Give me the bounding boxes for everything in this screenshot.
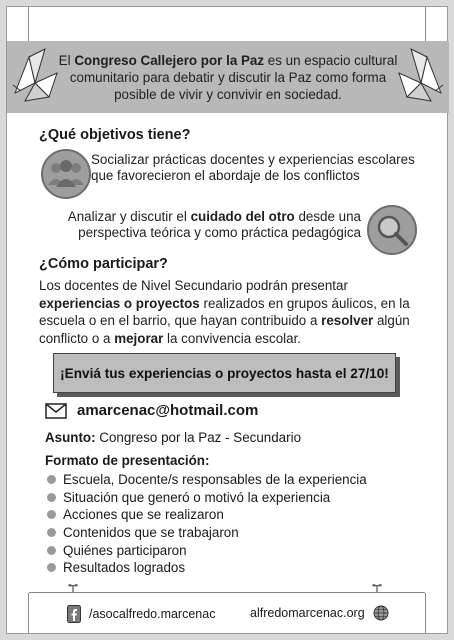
- objetivos-heading: ¿Qué objetivos tiene?: [39, 127, 191, 143]
- formato-list: [47, 471, 367, 577]
- deadline-callout: [57, 357, 400, 397]
- bullet-icon: [47, 528, 56, 537]
- bullet-icon: [47, 546, 56, 555]
- list-item: Contenidos que se trabajaron: [47, 524, 367, 542]
- email-row[interactable]: [45, 402, 258, 419]
- formato-heading: Formato de presentación:: [45, 453, 210, 468]
- list-item: Escuela, Docente/s responsables de la experiencia: [47, 471, 367, 489]
- magnifier-icon: [367, 205, 417, 255]
- fold-line-bottom-left: [28, 593, 29, 633]
- globe-icon: [373, 605, 389, 621]
- bullet-icon: [47, 510, 56, 519]
- facebook-text: /asocalfredo.marcenac: [89, 607, 216, 621]
- bullet-icon: [47, 475, 56, 484]
- fold-line-top-left: [28, 7, 29, 41]
- facebook-icon: [67, 605, 81, 623]
- website-text: alfredomarcenac.org: [250, 606, 365, 620]
- objetivo-2: Analizar y discutir el cuidado del otro desde una perspectiva teórica y como práctica pedagógica: [67, 209, 361, 240]
- email-link[interactable]: amarcenac@hotmail.com: [77, 402, 259, 419]
- footer-divider: [29, 592, 425, 593]
- deadline-text: ¡Enviá tus experiencias o proyectos hasta el 27/10!: [53, 353, 396, 393]
- participar-heading: ¿Cómo participar?: [39, 256, 168, 272]
- facebook-link[interactable]: [67, 605, 215, 623]
- asunto-line: Asunto: Congreso por la Paz - Secundario: [45, 430, 302, 445]
- paper-crane-icon: [11, 43, 59, 105]
- fold-line-bottom-right: [425, 593, 426, 633]
- list-item: Resultados logrados: [47, 559, 367, 577]
- list-item: Situación que generó o motivó la experiencia: [47, 489, 367, 507]
- website-link[interactable]: [250, 605, 389, 621]
- bullet-icon: [47, 493, 56, 502]
- envelope-icon: [45, 403, 67, 419]
- paper-crane-icon: [397, 43, 445, 105]
- bullet-icon: [47, 563, 56, 572]
- objetivo-1: Socializar prácticas docentes y experiencias escolares que favorecieron el abordaje de los conflictos: [91, 152, 415, 183]
- people-icon: [41, 149, 91, 199]
- participar-text: Los docentes de Nivel Secundario podrán presentar experiencias o proyectos realizados en grupos áulicos, en la escuela o en el barrio, que hayan contribuido a resolver algún conflicto o a mejorar la convivencia escolar.: [39, 278, 410, 346]
- intro-banner: [7, 41, 449, 113]
- intro-text: El Congreso Callejero por la Paz es un espacio cultural comunitario para debatir y discutir la Paz como forma posible de vivir y convivir en sociedad.: [58, 53, 398, 102]
- list-item: Acciones que se realizaron: [47, 506, 367, 524]
- list-item: Quiénes participaron: [47, 541, 367, 559]
- flyer-page: [6, 6, 448, 634]
- fold-line-top-right: [425, 7, 426, 41]
